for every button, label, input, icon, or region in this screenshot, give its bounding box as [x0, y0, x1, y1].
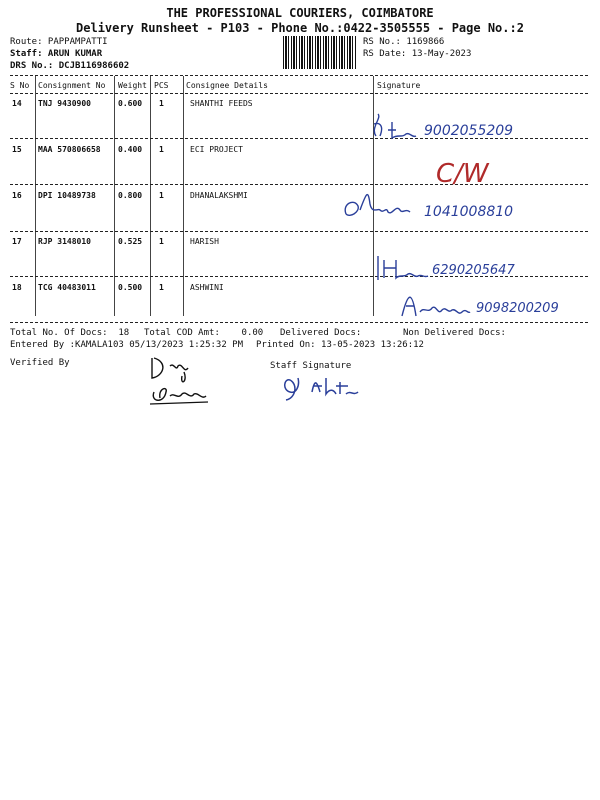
printed-on: Printed On: 13-05-2023 13:26:12 [256, 340, 424, 350]
col-sep [114, 76, 115, 316]
non-delivered-docs: Non Delivered Docs: [403, 328, 506, 338]
row-pcs: 1 [159, 145, 164, 154]
col-header-weight: Weight [118, 81, 147, 90]
col-header-pcs: PCS [154, 81, 169, 90]
staff-signature [280, 372, 370, 406]
table-bottom-rule [10, 322, 588, 323]
total-docs: Total No. Of Docs: 18 [10, 328, 130, 338]
col-header-signature: Signature [377, 81, 421, 90]
row-consignee: ASHWINI [190, 283, 224, 292]
company-title: THE PROFESSIONAL COURIERS, COIMBATORE [166, 6, 434, 20]
row-consignment: TCG 40483011 [38, 283, 96, 292]
row-sno: 18 [12, 283, 22, 292]
row-pcs: 1 [159, 237, 164, 246]
svg-text:9098200209: 9098200209 [476, 301, 559, 316]
row-consignee: HARISH [190, 237, 219, 246]
entered-by: Entered By :KAMALA103 05/13/2023 1:25:32 PM [10, 340, 243, 350]
row-pcs: 1 [159, 99, 164, 108]
signature-row-17 [372, 252, 572, 284]
row-pcs: 1 [159, 283, 164, 292]
row-rule [10, 231, 588, 232]
row-weight: 0.525 [118, 237, 143, 246]
col-sep [35, 76, 36, 316]
table-header-rule [10, 93, 588, 94]
signature-row-18 [398, 288, 578, 322]
row-consignment: TNJ 9430900 [38, 99, 91, 108]
staff-label: Staff: ARUN KUMAR [10, 49, 103, 59]
signature-row-16 [340, 184, 520, 228]
svg-text:1041008810: 1041008810 [424, 204, 514, 220]
svg-text:6290205647: 6290205647 [432, 263, 515, 278]
row-sno: 17 [12, 237, 22, 246]
row-weight: 0.800 [118, 191, 143, 200]
svg-text:9002055209: 9002055209 [424, 123, 514, 139]
runsheet-subtitle: Delivery Runsheet - P103 - Phone No.:0422-3505555 - Page No.:2 [76, 21, 524, 35]
staff-signature-label: Staff Signature [270, 361, 352, 371]
verifier-signature [144, 352, 224, 412]
row-consignee: ECI PROJECT [190, 145, 243, 154]
row-sno: 14 [12, 99, 22, 108]
row-consignee: SHANTHI FEEDS [190, 99, 253, 108]
delivered-docs: Delivered Docs: [280, 328, 362, 338]
drs-number: DRS No.: DCJB116986602 [10, 61, 130, 71]
rs-date: RS Date: 13-May-2023 [363, 49, 472, 59]
row-consignment: RJP 3148010 [38, 237, 91, 246]
verified-by-label: Verified By [10, 358, 70, 368]
col-header-consignee: Consignee Details [186, 81, 268, 90]
svg-text:C/W: C/W [436, 159, 489, 189]
table-top-rule [10, 75, 588, 76]
row-consignment: MAA 570806658 [38, 145, 101, 154]
row-consignment: DPI 10489738 [38, 191, 96, 200]
route-label: Route: PAPPAMPATTI [10, 37, 108, 47]
row-weight: 0.400 [118, 145, 143, 154]
total-cod: Total COD Amt: 0.00 [144, 328, 264, 338]
col-header-consignment: Consignment No [38, 81, 106, 90]
row-pcs: 1 [159, 191, 164, 200]
row-sno: 15 [12, 145, 22, 154]
row-consignee: DHANALAKSHMI [190, 191, 248, 200]
rs-number: RS No.: 1169866 [363, 37, 445, 47]
row-weight: 0.500 [118, 283, 143, 292]
row-sno: 16 [12, 191, 22, 200]
col-header-sno: S No [10, 81, 30, 90]
row-weight: 0.600 [118, 99, 143, 108]
col-sep [150, 76, 151, 316]
signature-row-14 [368, 108, 548, 148]
barcode [283, 36, 356, 69]
col-sep [183, 76, 184, 316]
